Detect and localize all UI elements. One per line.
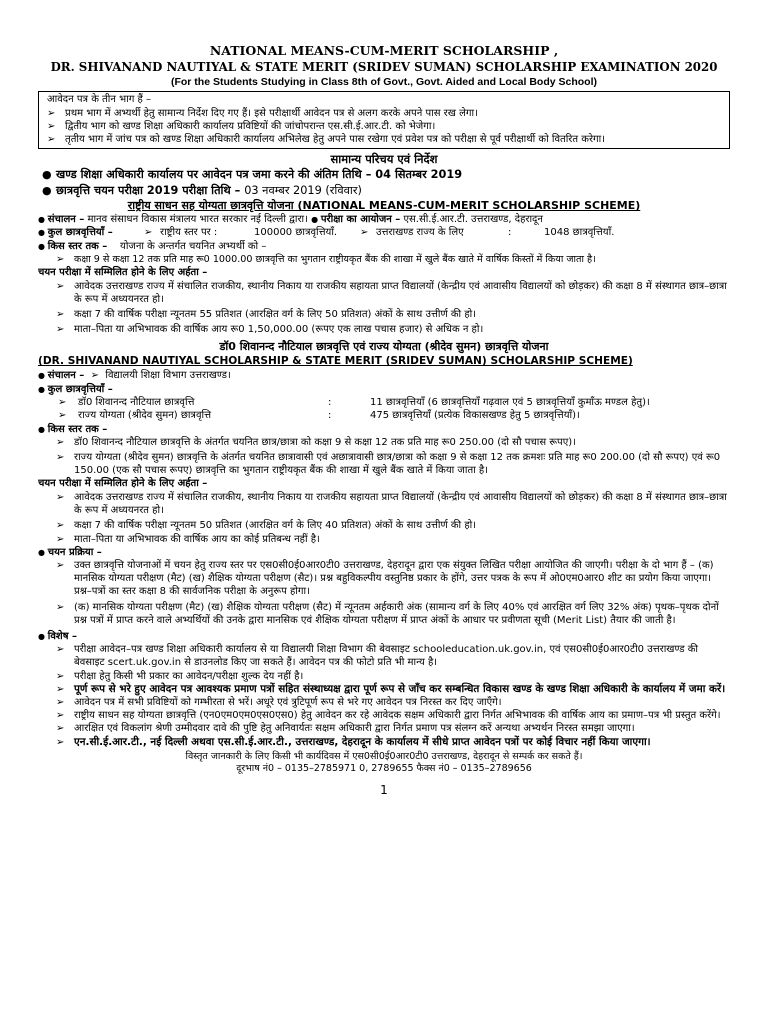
form-parts-title: आवेदन पत्र के तीन भाग हैं – — [47, 94, 151, 105]
sn-kis-2: ➢ राज्य योग्यता (श्रीदेव सुमन) छात्रवृत्ति के अंतर्गत चयनित छात्रावासी एवं अछात्रावासी छात्र/छात्रा को कक्षा 9 से कक्षा 12 तक क्रमशः प्रति माह रू0 200.00 (दो सौ रूपए) एवं रू0 150.00 (एक सौ पचास रूपए) छात्रवृत्ति का भुगतान राष्ट्रीयकृत बैंक की शाखा में खुले बैंक खाते में किया जाता है। — [52, 451, 730, 477]
vishesh-item-3: ➢ पूर्ण रूप से भरे हुए आवेदन पत्र आवश्यक प्रमाण पत्रों सहित संस्थाध्यक्ष द्वारा पूर्ण रूप से जाँच कर सम्बन्धित विकास खण्ड के खण्ड शिक्षा अधिकारी के कार्यालय में जमा करें। — [52, 683, 730, 696]
general-title: सामान्य परिचय एवं निर्देश — [330, 152, 438, 167]
exam-date-text: छात्रवृत्ति चयन परीक्षा 2019 परीक्षा तिथि – — [56, 183, 241, 197]
sn-kis-1: ➢ डॉ0 शिवानन्द नौटियाल छात्रवृत्ति के अंतर्गत चयनित छात्र/छात्रा को कक्षा 9 से कक्षा 12 तक प्रति माह रू0 250.00 (दो सौ पचास रूपए)। — [52, 436, 730, 449]
vishesh-label: ● विशेष – — [38, 631, 77, 642]
nmms-kis-row — [38, 240, 730, 253]
nmms-kis-text: योजना के अन्तर्गत चयनित अभ्यर्थी को – — [120, 240, 267, 252]
nmms-elig-2: ➢ कक्षा 7 की वार्षिक परीक्षा न्यूनतम 55 प्रतिशत (आरक्षित वर्ग के लिए 50 प्रतिशत) अंकों के साथ उत्तीर्ण की हो। — [52, 308, 730, 321]
form-parts-box — [38, 91, 730, 149]
sn-kis-label-row — [38, 423, 730, 436]
nmms-elig-label: चयन परीक्षा में सम्मिलित होने के लिए अर्हता – — [38, 267, 208, 279]
footer-phone-line: दूरभाष नं0 – 0135–2785971 0, 2789655 फैक्स नं0 – 0135–2789656 — [236, 762, 532, 774]
sn-elig-3: ➢ माता–पिता या अभिभावक की वार्षिक आय का कोई प्रतिबन्ध नहीं है। — [52, 533, 730, 546]
vishesh-item-2: ➢ परीक्षा हेतु किसी भी प्रकार का आवेदन/परीक्षा शुल्क देय नहीं है। — [52, 670, 730, 683]
nmms-elig-3: ➢ माता–पिता या अभिभावक की वार्षिक आय रू0 1,50,000.00 (रूपए एक लाख पचास हजार) से अधिक न हो। — [52, 323, 730, 336]
vishesh-item-6: ➢ आरक्षित एवं विकलांग श्रेणी उम्मीदवार दावे की पुष्टि हेतु अनिवार्यतः सक्षम अधिकारी द्वारा निर्गत प्रमाण पत्र संलग्न करें अन्यथा अभ्यर्थन निरस्त समझा जाएगा। — [52, 722, 730, 735]
nmms-kul-state-arrow-icon: ➢ — [360, 227, 369, 239]
vishesh-item-5: ➢ राष्ट्रीय साधन सह योग्यता छात्रवृत्ति (एन0एम0एम0एस0एस0) हेतु आवेदन कर रहे आवेदक सक्षम अधिकारी द्वारा निर्गत अभिभावक की वार्षिक आय का प्रमाण–पत्र भी प्रस्तुत करेंगे। — [52, 709, 730, 722]
sn-chayan-1: ➢ उक्त छात्रवृत्ति योजनाओं में चयन हेतु राज्य स्तर पर एस0सी0ई0आर0टी0 उत्तराखण्ड, देहरादून द्वारा एक संयुक्त लिखित परीक्षा आयोजित की जाएगी। परीक्षा के दो भाग हैं – (क) मानसिक योग्यता परीक्षण (मैट) (ख) शैक्षिक योग्यता परीक्षण (सैट)। प्रश्न बहुविकल्पीय वस्तुनिष्ठ प्रकार के होंगे, उत्तर पत्रक के रूप में ओ0एम0आर0 शीट का प्रयोग किया जाएगा। प्रश्न–पत्रों का स्तर कक्षा 8 की सार्वजनिक परीक्षा के अनुरूप होगा। — [52, 559, 730, 599]
nmms-aayojan-text: एस.सी.ई.आर.टी. उत्तराखण्ड, देहरादून — [403, 214, 543, 226]
nmms-sanchalan-text: मानव संसाधन विकास मंत्रालय भारत सरकार नई दिल्ली द्वारा। — [87, 214, 308, 226]
sn-kul-label: ● कुल छात्रवृत्तियाँ – — [38, 384, 113, 395]
sn-sanchalan-label: ● संचालन – — [38, 370, 84, 381]
last-date-item — [38, 167, 730, 183]
last-date-text: खण्ड शिक्षा अधिकारी कार्यालय पर आवेदन पत्र जमा करने की अंतिम तिथि — [56, 168, 362, 182]
sn-kul-row-1: ➢ डॉ0 शिवानन्द नौटियाल छात्रवृत्ति : 11 छात्रवृत्तियाँ (6 छात्रवृत्तियाँ गढ़वाल एवं 5 छात्रवृत्तियाँ कुमाँऊ मण्डल हेतु)। — [58, 396, 650, 408]
exam-date-value: 03 नवम्बर 2019 (रविवार) — [244, 183, 362, 197]
sn-title-hindi: डॉ0 शिवानन्द नौटियाल छात्रवृत्ति एवं राज्य योग्यता (श्रीदेव सुमन) छात्रवृत्ति योजना — [219, 340, 549, 354]
sn-kul-name-2: राज्य योग्यता (श्रीदेव सुमन) छात्रवृत्ति — [78, 410, 212, 422]
nmms-kul-national-arrow-icon: ➢ — [144, 227, 153, 239]
footer-contact-line: विस्तृत जानकारी के लिए किसी भी कार्यदिवस में एस0सी0ई0आर0टी0 उत्तराखण्ड, देहरादून से सम्पर्क कर सकते हैं। — [185, 750, 583, 762]
nmms-kis-item: ➢ कक्षा 9 से कक्षा 12 तक प्रति माह रू0 1000.00 छात्रवृत्ति का भुगतान राष्ट्रीयकृत बैंक की शाखा में खुले बैंक खाते में वार्षिक किस्तों में किया जाता है। — [52, 253, 730, 266]
nmms-kul-state: उत्तराखण्ड राज्य के लिए — [376, 227, 464, 239]
nmms-aayojan-label: ● परीक्षा का आयोजन – — [311, 214, 400, 225]
sn-kis-label: ● किस स्तर तक – — [38, 424, 107, 435]
page-number: 1 — [380, 782, 388, 797]
sn-elig-2: ➢ कक्षा 7 की वार्षिक परीक्षा न्यूनतम 50 प्रतिशत (आरक्षित वर्ग के लिए 40 प्रतिशत) अंकों के साथ उत्तीर्ण की हो। — [52, 519, 730, 532]
nmms-kul-label: ● कुल छात्रवृत्तियाँ – — [38, 226, 113, 239]
vishesh-label-row — [38, 630, 730, 643]
nmms-sanchalan-label: ● संचालन – — [38, 214, 84, 225]
nmms-kul-row: ● कुल छात्रवृत्तियाँ – ➢ राष्ट्रीय स्तर पर : 100000 छात्रवृत्तियाँ. ➢ उत्तराखण्ड राज्य के लिए : 1048 छात्रवृत्तियाँ. — [38, 226, 730, 239]
doc-title-line1: NATIONAL MEANS-CUM-MERIT SCHOLARSHIP , — [209, 43, 559, 58]
form-part-3: ➢ तृतीय भाग में जांच पत्र को खण्ड शिक्षा अधिकारी कार्यालय अभिलेख हेतु अपने पास रखेगा एवं प्रवेश पत्र को परीक्षा से पूर्व परीक्षार्थी को वितरित करेगा। — [43, 133, 725, 146]
sn-title-english: (DR. SHIVANAND NAUTIYAL SCHOLARSHIP & STATE MERIT (SRIDEV SUMAN) SCHOLARSHIP SCHEME) — [38, 355, 633, 368]
nmms-kis-label: ● किस स्तर तक – — [38, 241, 107, 252]
vishesh-item-7: ➢ एन.सी.ई.आर.टी., नई दिल्ली अथवा एस.सी.ई.आर.टी., उत्तराखण्ड, देहरादून के कार्यालय में सीधे प्राप्त आवेदन पत्रों पर कोई विचार नहीं किया जाएगा। — [52, 736, 730, 749]
form-part-2: ➢ द्वितीय भाग को खण्ड शिक्षा अधिकारी कार्यालय प्रविष्टियों की जांचोपरान्त एस.सी.ई.आर.टी. को भेजेगा। — [43, 120, 725, 133]
sn-elig-1: ➢ आवेदक उत्तराखण्ड राज्य में संचालित राजकीय, स्थानीय निकाय या राजकीय सहायता प्राप्त विद्यालयों (केन्द्रीय एवं आवासीय विद्यालयों को छोड़कर) की कक्षा 8 में संस्थागत छात्र–छात्रा के रूप में अध्ययनरत हो। — [52, 491, 730, 517]
sn-kul-name-1: डॉ0 शिवानन्द नौटियाल छात्रवृत्ति — [78, 396, 195, 408]
sn-kul-val-2: 475 छात्रवृत्तियाँ (प्रत्येक विकासखण्ड हेतु 5 छात्रवृत्तियाँ)। — [370, 410, 580, 422]
sn-sanchalan-row: ● संचालन – ➢ विद्यालयी शिक्षा विभाग उत्तराखण्ड। — [38, 369, 730, 382]
vishesh-item-4: ➢ आवेदन पत्र में सभी प्रविष्टियों को गम्भीरता से भरें। अधूरे एवं त्रुटिपूर्ण रूप से भरे गए आवेदन पत्र निरस्त कर दिए जाएँगे। — [52, 696, 730, 709]
sn-kul-val-1: 11 छात्रवृत्तियाँ (6 छात्रवृत्तियाँ गढ़वाल एवं 5 छात्रवृत्तियाँ कुमाँऊ मण्डल हेतु)। — [370, 396, 650, 408]
nmms-kul-national-val: 100000 छात्रवृत्तियाँ. — [254, 227, 338, 239]
nmms-kul-national: राष्ट्रीय स्तर पर : — [160, 227, 218, 239]
exam-date-item — [38, 183, 730, 199]
sn-kul-label-row — [38, 383, 730, 396]
doc-title-line2: DR. SHIVANAND NAUTIYAL & STATE MERIT (SRIDEV SUMAN) SCHOLARSHIP EXAMINATION 2020 — [50, 60, 718, 74]
sn-chayan-2: ➢ (क) मानसिक योग्यता परीक्षण (मैट) (ख) शैक्षिक योग्यता परीक्षण (सैट) में न्यूनतम अर्हकारी अंक (सामान्य वर्ग के लिए 40% एवं आरक्षित वर्ग लिए 32% अंक) पृथक–पृथक दोनों प्रश्न पत्रों में प्राप्त करने वाले अभ्यर्थियों की उनके द्वारा मानसिक एवं शैक्षिक योग्यता परीक्षण में प्राप्त अंकों के आधार पर प्रवीणता सूची (Merit List) तैयार की जाती है। — [52, 601, 730, 627]
nmms-sanchalan-row — [38, 213, 730, 226]
nmms-elig-1: ➢ आवेदक उत्तराखण्ड राज्य में संचालित राजकीय, स्थानीय निकाय या राजकीय सहायता प्राप्त विद्यालयों (केन्द्रीय एवं आवासीय विद्यालयों को छोड़कर) की कक्षा 8 में संस्थागत छात्र–छात्रा के रूप में अध्ययनरत हो। — [52, 280, 730, 306]
last-date-value: – 04 सितम्बर 2019 — [365, 168, 463, 182]
form-part-1: ➢ प्रथम भाग में अभ्यर्थी हेतु सामान्य निर्देश दिए गए हैं। इसे परीक्षार्थी आवेदन पत्र से अलग करके अपने पास रख लेगा। — [43, 107, 725, 120]
vishesh-item-1: ➢ परीक्षा आवेदन–पत्र खण्ड शिक्षा अधिकारी कार्यालय से या विद्यालयी शिक्षा विभाग की बेवसाइट schooleducation.uk.gov.in, एवं एस0सी0ई0आर0टी0 उत्तराखण्ड की बेवसाइट scert.uk.gov.in से डाउनलोड किए जा सकते हैं। आवेदन पत्र की फोटो प्रति भी मान्य है। — [52, 643, 730, 669]
doc-title-line3: (For the Students Studying in Class 8th of Govt., Govt. Aided and Local Body School) — [170, 76, 598, 88]
sn-chayan-label-row — [38, 546, 730, 559]
nmms-title: राष्ट्रीय साधन सह योग्यता छात्रवृत्ति योजना (NATIONAL MEANS-CUM-MERIT SCHOLARSHIP SCHEME) — [127, 199, 641, 213]
sn-chayan-label: ● चयन प्रक्रिया – — [38, 547, 102, 558]
sn-elig-label: चयन परीक्षा में सम्मिलित होने के लिए अर्हता – — [38, 478, 208, 490]
vishesh-list — [38, 643, 730, 749]
sn-sanchalan-text: विद्यालयी शिक्षा विभाग उत्तराखण्ड। — [105, 370, 231, 382]
sn-kul-row-2: ➢ राज्य योग्यता (श्रीदेव सुमन) छात्रवृत्ति : 475 छात्रवृत्तियाँ (प्रत्येक विकासखण्ड हेतु 5 छात्रवृत्तियाँ)। — [58, 410, 580, 422]
document-page — [38, 0, 730, 1024]
nmms-kul-state-val: 1048 छात्रवृत्तियाँ. — [544, 227, 615, 239]
